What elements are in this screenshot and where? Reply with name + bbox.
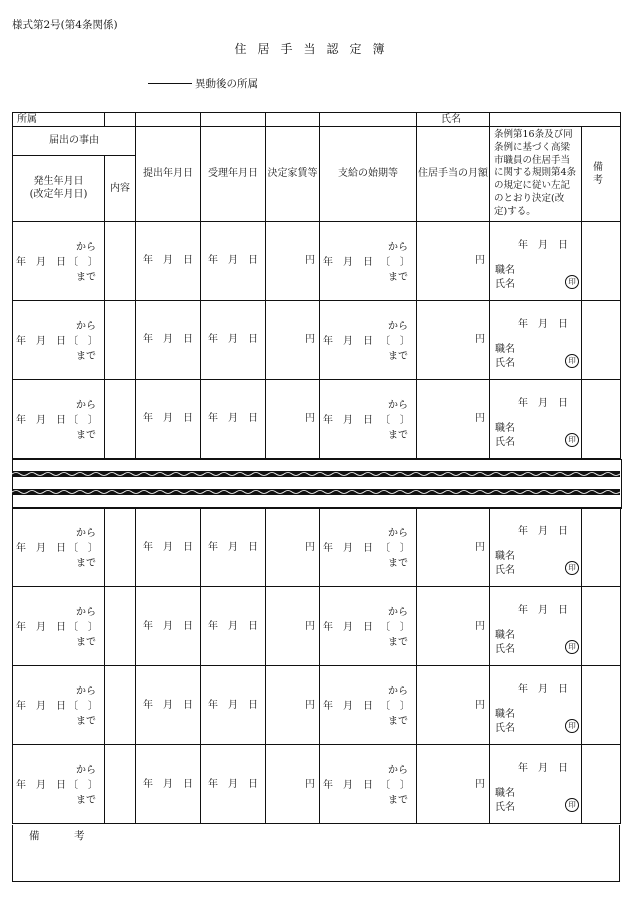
seal-icon: 印 [565, 561, 579, 575]
until-label: まで [388, 350, 408, 362]
from-label: から [76, 528, 96, 539]
approval-date: 年 月 日 [518, 526, 568, 537]
rent-yen: 円 [305, 255, 315, 267]
submission-date-value: 年 月 日 [143, 541, 193, 553]
determined-rent-cell[interactable] [266, 379, 320, 458]
submission-date-cell[interactable] [136, 379, 201, 458]
seal-icon: 印 [565, 719, 579, 733]
receipt-date-value: 年 月 日 [208, 334, 258, 346]
remarks-cell[interactable] [582, 221, 621, 300]
approval-cell[interactable] [490, 300, 582, 379]
submission-date-cell[interactable] [136, 221, 201, 300]
seal-icon: 印 [565, 433, 579, 447]
approver-name-label: 氏名 [495, 565, 515, 576]
occurrence-date-value: 年 月 日 [16, 622, 66, 633]
payment-start-cell[interactable] [320, 379, 417, 458]
receipt-date-value: 年 月 日 [208, 620, 258, 632]
remarks-cell[interactable] [582, 587, 621, 666]
allowance-yen: 円 [475, 620, 485, 632]
approval-cell[interactable] [490, 508, 582, 587]
remarks-cell[interactable] [582, 379, 621, 458]
revision-bracket: 〔 〕 [68, 256, 98, 268]
rent-yen: 円 [305, 699, 315, 711]
receipt-date-value: 年 月 日 [208, 778, 258, 790]
revision-bracket: 〔 〕 [68, 780, 98, 791]
separator-band [12, 459, 622, 509]
approver-post-label: 職名 [495, 551, 515, 562]
occurrence-date-header [13, 155, 105, 221]
occurrence-date-cell[interactable] [13, 666, 105, 745]
determined-rent-cell[interactable] [266, 587, 320, 666]
occurrence-date-cell[interactable] [13, 379, 105, 458]
cut-line-bottom [12, 489, 620, 495]
form-label: 様式第2号(第4条関係) [12, 19, 118, 31]
from-label: から [76, 241, 96, 253]
monthly-allowance-header: 住居手当の月額 [417, 127, 490, 222]
content-cell[interactable] [105, 221, 136, 300]
remarks-cell[interactable] [582, 666, 621, 745]
occurrence-date-value: 年 月 日 [16, 701, 66, 712]
monthly-allowance-cell[interactable] [417, 745, 490, 824]
payment-start-date: 年 月 日 [323, 780, 373, 791]
payment-start-date: 年 月 日 [323, 335, 373, 347]
table-row [13, 587, 621, 666]
table-row [13, 221, 621, 300]
rent-yen: 円 [305, 413, 315, 425]
receipt-date-value: 年 月 日 [208, 255, 258, 267]
until-label: まで [388, 429, 408, 441]
table-row [13, 300, 621, 379]
document-title: 住居手当認定簿 [234, 42, 396, 56]
until-label: まで [388, 716, 408, 727]
rent-yen: 円 [305, 334, 315, 346]
until-label: まで [388, 558, 408, 569]
allowance-yen: 円 [475, 699, 485, 711]
affiliation-row [13, 113, 621, 127]
payment-start-cell[interactable] [320, 745, 417, 824]
approver-post-label: 職名 [495, 709, 515, 720]
approval-cell[interactable] [490, 666, 582, 745]
approval-cell[interactable] [490, 221, 582, 300]
approver-post-label: 職名 [495, 630, 515, 641]
until-label: まで [388, 271, 408, 283]
remarks-label: 備 考 [29, 830, 97, 842]
occurrence-date-value: 年 月 日 [16, 414, 66, 426]
from-label: から [76, 607, 96, 618]
occurrence-date-revised-label: (改定年月日) [29, 189, 88, 201]
approver-post-label: 職名 [495, 788, 515, 799]
approver-name-label: 氏名 [495, 723, 515, 734]
monthly-allowance-cell[interactable] [417, 666, 490, 745]
receipt-date-cell[interactable] [201, 508, 266, 587]
from-label: から [76, 686, 96, 697]
payment-start-date: 年 月 日 [323, 543, 373, 554]
monthly-allowance-cell[interactable] [417, 300, 490, 379]
rent-yen: 円 [305, 778, 315, 790]
determined-rent-cell[interactable] [266, 508, 320, 587]
payment-bracket: 〔 〕 [380, 414, 410, 426]
revision-bracket: 〔 〕 [68, 335, 98, 347]
until-label: まで [76, 350, 96, 362]
submission-date-cell[interactable] [136, 745, 201, 824]
submission-date-value: 年 月 日 [143, 334, 193, 346]
payment-start-cell[interactable] [320, 587, 417, 666]
from-label: から [76, 765, 96, 776]
content-cell[interactable] [105, 666, 136, 745]
payment-start-cell[interactable] [320, 300, 417, 379]
remarks-header: 備 考 [582, 127, 621, 222]
remarks-cell[interactable] [582, 745, 621, 824]
occurrence-date-cell[interactable] [13, 745, 105, 824]
approver-post-label: 職名 [495, 343, 515, 355]
approver-post-label: 職名 [495, 264, 515, 276]
content-cell[interactable] [105, 508, 136, 587]
table-row [13, 508, 621, 587]
occurrence-date-cell[interactable] [13, 300, 105, 379]
determined-rent-cell[interactable] [266, 666, 320, 745]
rent-yen: 円 [305, 620, 315, 632]
receipt-date-value: 年 月 日 [208, 413, 258, 425]
approver-post-label: 職名 [495, 422, 515, 434]
approval-date: 年 月 日 [518, 397, 568, 409]
receipt-date-cell[interactable] [201, 221, 266, 300]
submission-date-cell[interactable] [136, 666, 201, 745]
affiliation-field-5[interactable] [320, 113, 417, 127]
receipt-date-cell[interactable] [201, 379, 266, 458]
name-label: 氏名 [417, 113, 490, 127]
payment-bracket: 〔 〕 [380, 622, 410, 633]
submission-date-cell[interactable] [136, 587, 201, 666]
allowance-yen: 円 [475, 413, 485, 425]
from-label: から [388, 241, 408, 253]
payment-start-cell[interactable] [320, 508, 417, 587]
payment-bracket: 〔 〕 [380, 335, 410, 347]
allowance-yen: 円 [475, 255, 485, 267]
payment-bracket: 〔 〕 [380, 256, 410, 268]
content-cell[interactable] [105, 587, 136, 666]
payment-start-date: 年 月 日 [323, 256, 373, 268]
from-label: から [388, 607, 408, 618]
register-table-top [12, 112, 621, 459]
table-row [13, 379, 621, 458]
submission-date-value: 年 月 日 [143, 778, 193, 790]
content-cell[interactable] [105, 300, 136, 379]
payment-bracket: 〔 〕 [380, 780, 410, 791]
approver-name-label: 氏名 [495, 278, 515, 290]
approver-name-label: 氏名 [495, 644, 515, 655]
determined-rent-cell[interactable] [266, 221, 320, 300]
from-label: から [388, 686, 408, 697]
occurrence-date-value: 年 月 日 [16, 335, 66, 347]
approver-name-label: 氏名 [495, 802, 515, 813]
submission-date-value: 年 月 日 [143, 413, 193, 425]
name-field[interactable] [490, 113, 621, 127]
submission-date-header: 提出年月日 [136, 127, 201, 222]
revision-bracket: 〔 〕 [68, 414, 98, 426]
revision-bracket: 〔 〕 [68, 622, 98, 633]
determined-rent-cell[interactable] [266, 745, 320, 824]
affiliation-field-4[interactable] [266, 113, 320, 127]
receipt-date-cell[interactable] [201, 587, 266, 666]
register-table-bottom [12, 507, 621, 824]
approver-name-label: 氏名 [495, 357, 515, 369]
approval-note-header: 条例第16条及び同条例に基づく高梁市職員の住居手当に関する規則第4条の規定に従い左記のとおり決定(改定)する。 [490, 127, 582, 222]
submission-date-value: 年 月 日 [143, 255, 193, 267]
remarks-cell[interactable] [582, 508, 621, 587]
occurrence-date-cell[interactable] [13, 587, 105, 666]
receipt-date-header: 受理年月日 [201, 127, 266, 222]
seal-icon: 印 [565, 354, 579, 368]
affiliation-field-2[interactable] [136, 113, 201, 127]
approval-date: 年 月 日 [518, 239, 568, 251]
payment-start-date: 年 月 日 [323, 414, 373, 426]
table-row [13, 745, 621, 824]
table-row [13, 666, 621, 745]
approval-date: 年 月 日 [518, 605, 568, 616]
payment-bracket: 〔 〕 [380, 701, 410, 712]
remarks-box[interactable] [12, 825, 620, 882]
content-cell[interactable] [105, 379, 136, 458]
approval-date: 年 月 日 [518, 684, 568, 695]
submission-date-cell[interactable] [136, 300, 201, 379]
occurrence-date-value: 年 月 日 [16, 256, 66, 268]
remarks-cell[interactable] [582, 300, 621, 379]
revision-bracket: 〔 〕 [68, 701, 98, 712]
transfer-note [148, 76, 258, 91]
monthly-allowance-cell[interactable] [417, 587, 490, 666]
approval-date: 年 月 日 [518, 763, 568, 774]
until-label: まで [76, 271, 96, 283]
receipt-date-cell[interactable] [201, 745, 266, 824]
affiliation-field[interactable] [105, 113, 136, 127]
affiliation-field-3[interactable] [201, 113, 266, 127]
approval-date: 年 月 日 [518, 318, 568, 330]
from-label: から [388, 399, 408, 411]
notification-reason-header: 届出の事由 [13, 127, 136, 156]
submission-date-value: 年 月 日 [143, 699, 193, 711]
from-label: から [388, 320, 408, 332]
monthly-allowance-cell[interactable] [417, 379, 490, 458]
payment-start-cell[interactable] [320, 221, 417, 300]
submission-date-value: 年 月 日 [143, 620, 193, 632]
allowance-yen: 円 [475, 778, 485, 790]
header-row-1 [13, 127, 621, 156]
approval-cell[interactable] [490, 587, 582, 666]
until-label: まで [76, 429, 96, 441]
from-label: から [76, 320, 96, 332]
monthly-allowance-cell[interactable] [417, 508, 490, 587]
content-header: 内容 [105, 155, 136, 221]
seal-icon: 印 [565, 798, 579, 812]
payment-start-date: 年 月 日 [323, 622, 373, 633]
affiliation-label: 所属 [13, 113, 105, 127]
monthly-allowance-cell[interactable] [417, 221, 490, 300]
transfer-rule [148, 83, 192, 84]
until-label: まで [388, 795, 408, 806]
revision-bracket: 〔 〕 [68, 543, 98, 554]
approval-cell[interactable] [490, 745, 582, 824]
occurrence-date-cell[interactable] [13, 508, 105, 587]
payment-start-cell[interactable] [320, 666, 417, 745]
occurrence-date-value: 年 月 日 [16, 543, 66, 554]
receipt-date-cell[interactable] [201, 666, 266, 745]
submission-date-cell[interactable] [136, 508, 201, 587]
payment-start-header: 支給の始期等 [320, 127, 417, 222]
seal-icon: 印 [565, 275, 579, 289]
allowance-yen: 円 [475, 334, 485, 346]
content-cell[interactable] [105, 745, 136, 824]
payment-start-date: 年 月 日 [323, 701, 373, 712]
until-label: まで [76, 795, 96, 806]
until-label: まで [76, 637, 96, 648]
from-label: から [388, 765, 408, 776]
occurrence-date-label: 発生年月日 [33, 176, 84, 188]
transfer-note-text: 異動後の所属 [195, 78, 258, 90]
cut-line-top [12, 471, 620, 477]
occurrence-date-value: 年 月 日 [16, 780, 66, 791]
until-label: まで [388, 637, 408, 648]
rent-yen: 円 [305, 541, 315, 553]
approval-cell[interactable] [490, 379, 582, 458]
until-label: まで [76, 716, 96, 727]
determined-rent-cell[interactable] [266, 300, 320, 379]
until-label: まで [76, 558, 96, 569]
payment-bracket: 〔 〕 [380, 543, 410, 554]
approver-name-label: 氏名 [495, 436, 515, 448]
seal-icon: 印 [565, 640, 579, 654]
allowance-yen: 円 [475, 541, 485, 553]
occurrence-date-cell[interactable] [13, 221, 105, 300]
from-label: から [76, 399, 96, 411]
receipt-date-value: 年 月 日 [208, 541, 258, 553]
from-label: から [388, 528, 408, 539]
receipt-date-cell[interactable] [201, 300, 266, 379]
receipt-date-value: 年 月 日 [208, 699, 258, 711]
determined-rent-header: 決定家賃等 [266, 127, 320, 222]
